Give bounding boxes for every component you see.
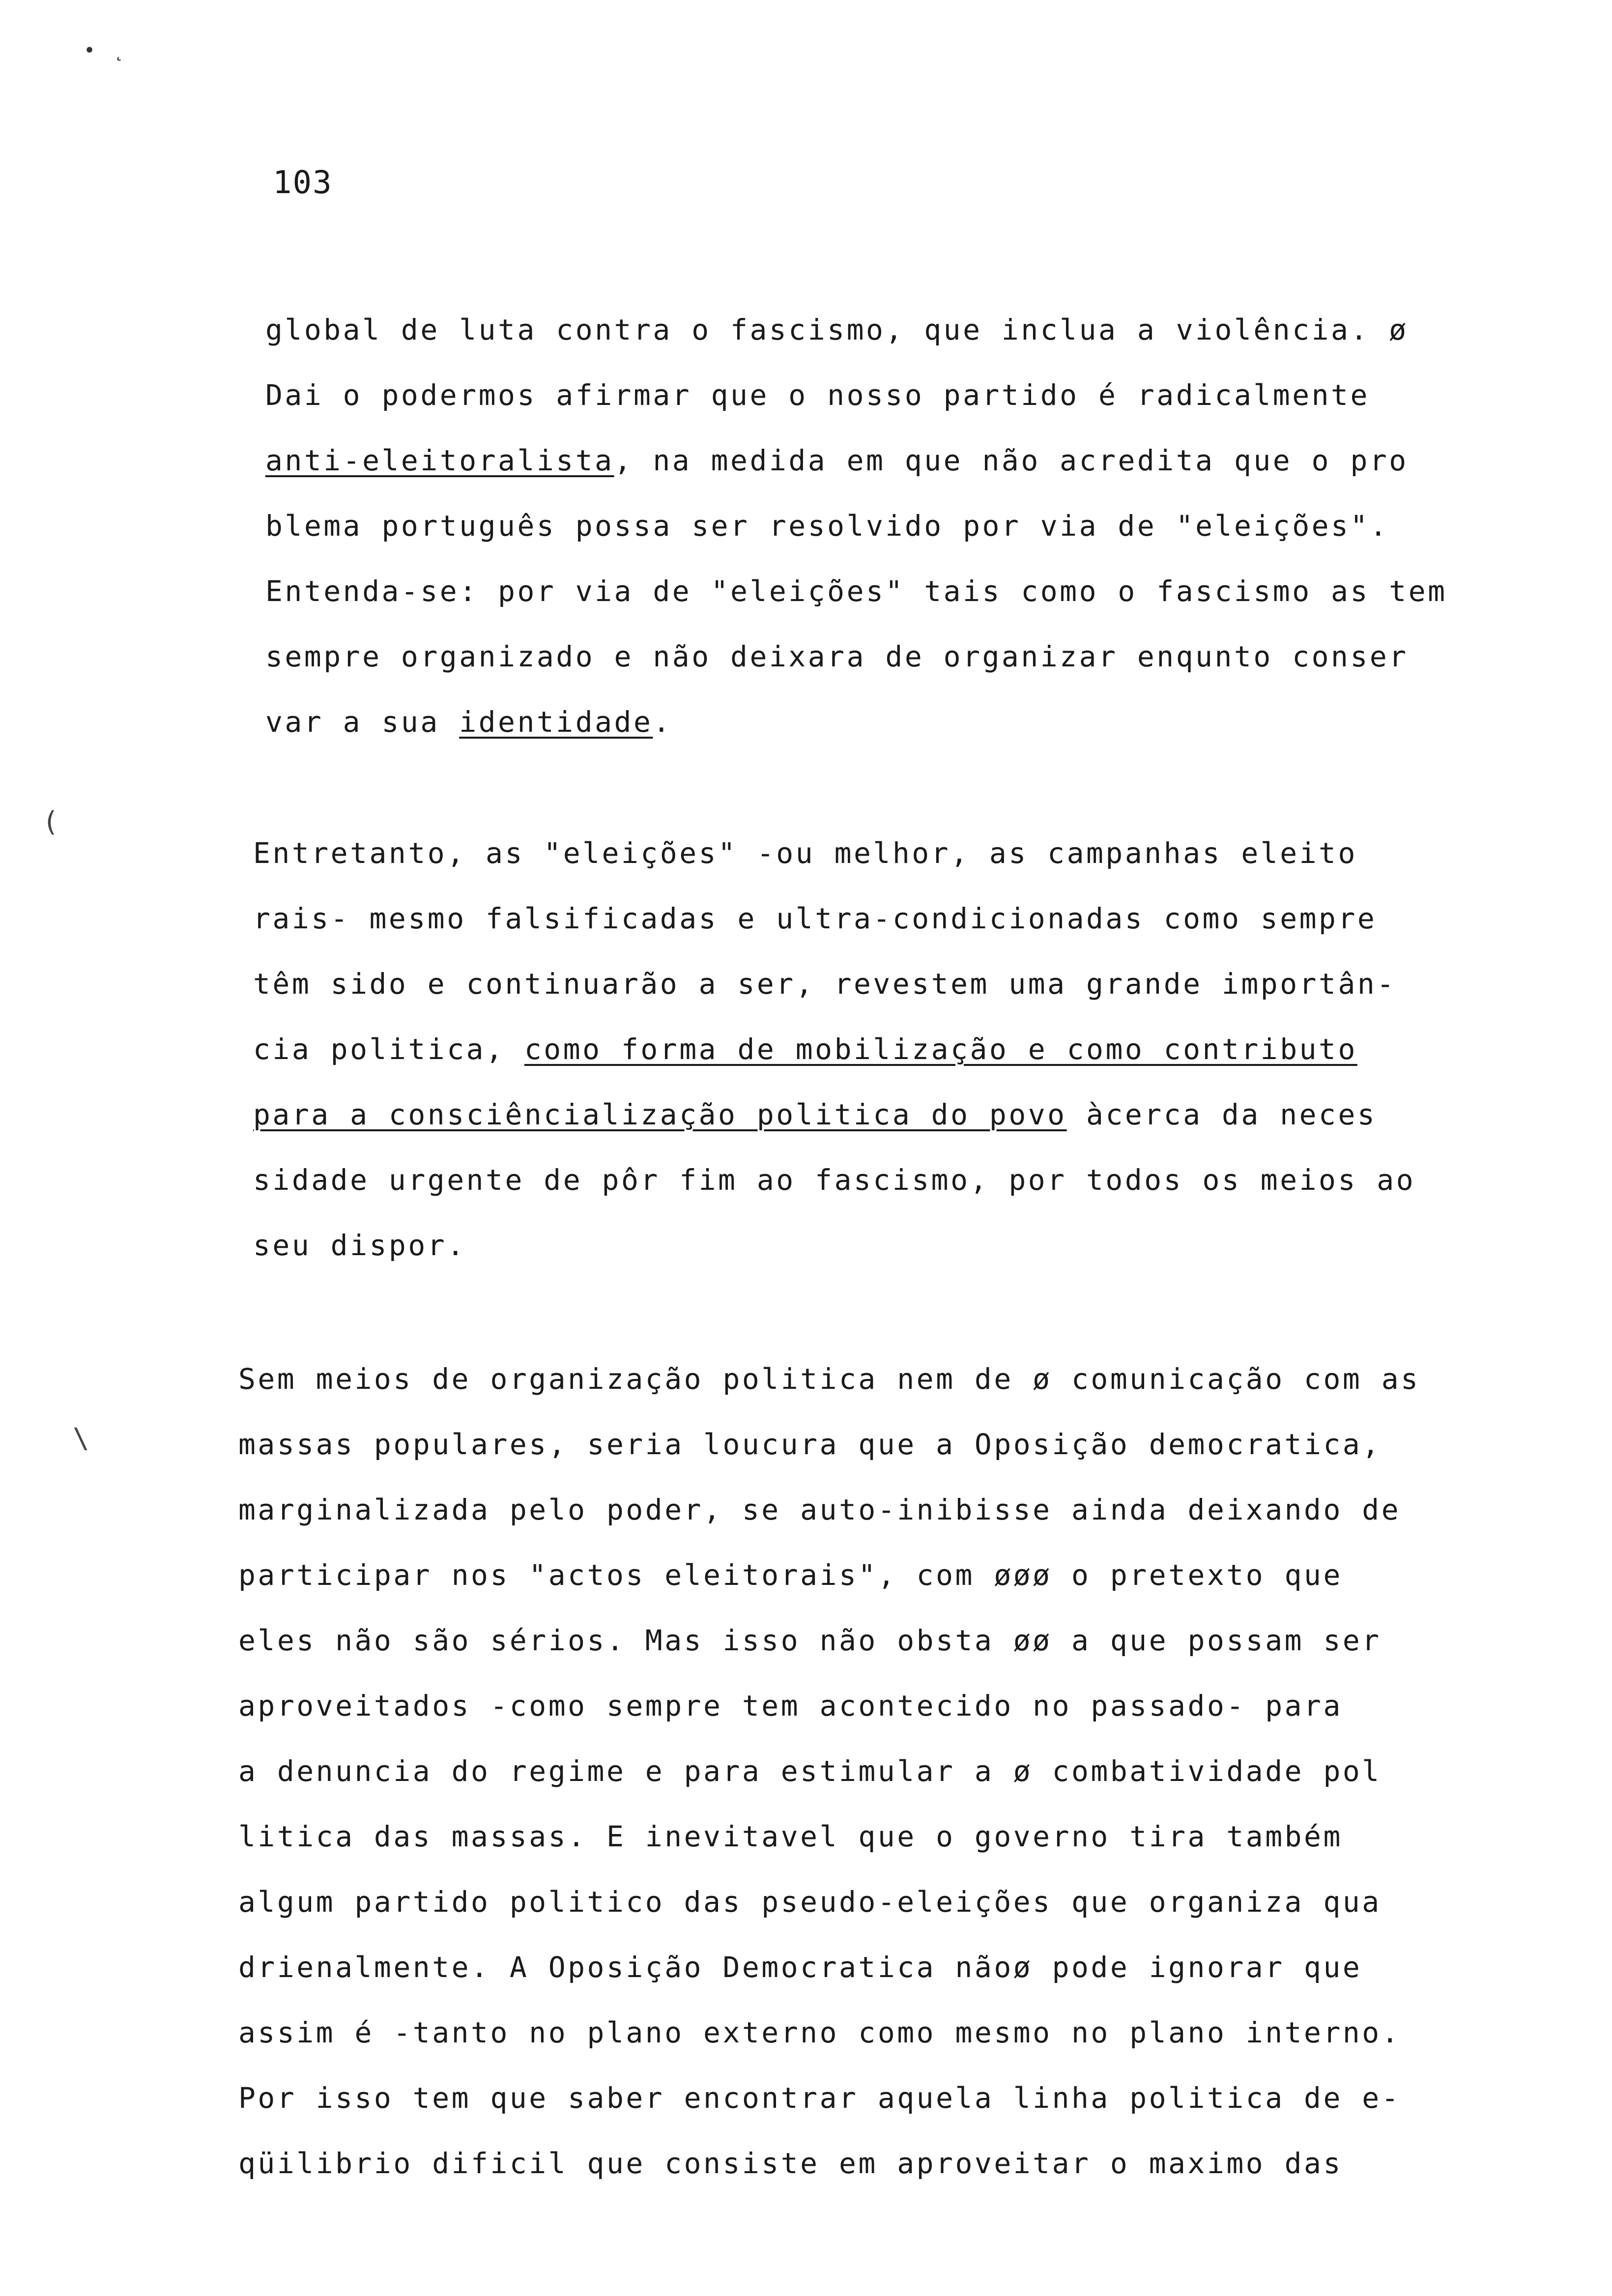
text-line [238,1347,1420,1412]
text-line [238,1673,1420,1739]
text-segment: var a sua [265,705,460,739]
text-segment: eles não são sérios. Mas isso não obsta øø a que possam ser [238,1624,1382,1657]
text-segment: , na medida em que não acredita que o pro [614,444,1409,477]
text-line [265,428,1447,493]
text-line [253,821,1415,886]
text-segment: massas populares, seria loucura que a Oposição democratica, [238,1428,1382,1461]
text-line [253,1017,1415,1082]
text-line [238,2131,1420,2196]
text-segment: têm sido e continuarão a ser, revestem uma grande importân- [253,967,1396,1001]
paragraph-2 [253,821,1415,1278]
underlined-text: anti-eleitoralista [265,444,614,477]
text-segment: algum partido politico das pseudo-eleições que organiza qua [238,1885,1382,1919]
text-line [238,1543,1420,1608]
text-line [265,624,1447,689]
text-segment: assim é -tanto no plano externo como mesmo no plano interno. [238,2016,1401,2049]
text-line [265,297,1447,363]
text-line [238,2066,1420,2131]
margin-mark-parenthesis: ( [42,806,59,838]
text-line [253,1082,1415,1148]
text-segment: litica das massas. E inevitavel que o governo tira também [238,1820,1343,1853]
text-segment: aproveitados -como sempre tem acontecido no passado- para [238,1689,1343,1722]
text-line [238,1608,1420,1673]
text-line [238,1935,1420,2000]
scan-speck: • ˛ [84,39,128,62]
text-segment: rais- mesmo falsificadas e ultra-condicionadas como sempre [253,902,1377,935]
text-segment: seu dispor. [253,1229,466,1262]
text-segment: Por isso tem que saber encontrar aquela linha politica de e- [238,2081,1401,2115]
text-line [238,2000,1420,2066]
text-line [238,1869,1420,1935]
text-line [253,1148,1415,1213]
text-segment: Dai o podermos afirmar que o nosso partido é radicalmente [265,378,1370,412]
text-segment: Entenda-se: por via de "eleições" tais como o fascismo as tem [265,574,1447,608]
text-segment: qüilibrio dificil que consiste em aproveitar o maximo das [238,2147,1343,2180]
text-line [265,689,1447,755]
text-line [253,1213,1415,1278]
text-segment: Sem meios de organização politica nem de ø comunicação com as [238,1362,1420,1396]
text-segment: sidade urgente de pôr fim ao fascismo, por todos os meios ao [253,1163,1416,1197]
text-line [238,1739,1420,1804]
text-segment: drienalmente. A Oposição Democratica nãoø pode ignorar que [238,1951,1362,1984]
text-segment: blema português possa ser resolvido por via de "eleições". [265,509,1389,543]
underlined-text: identidade [459,705,653,739]
text-line [253,886,1415,951]
underlined-text: como forma de mobilização e como contributo [524,1033,1357,1066]
text-segment: a denuncia do regime e para estimular a ø combatividade pol [238,1754,1382,1788]
text-line [265,363,1447,428]
text-segment: global de luta contra o fascismo, que inclua a violência. ø [265,313,1409,346]
text-line [238,1412,1420,1477]
text-line [238,1477,1420,1543]
text-segment: marginalizada pelo poder, se auto-inibisse ainda deixando de [238,1493,1401,1526]
text-line [265,559,1447,624]
page-number: 103 [273,165,333,201]
text-line [238,1804,1420,1869]
text-segment: . [653,705,672,739]
underlined-text: para a consciêncialização politica do povo [253,1098,1067,1131]
paragraph-1 [265,297,1447,755]
text-line [265,493,1447,559]
text-segment: participar nos "actos eleitorais", com øøø o pretexto que [238,1558,1343,1592]
text-line [253,951,1415,1017]
text-segment: àcerca da neces [1066,1098,1377,1131]
text-segment: Entretanto, as "eleições" -ou melhor, as campanhas eleito [253,836,1357,870]
margin-mark-slash: \ [73,1423,89,1455]
paragraph-3 [238,1347,1420,2196]
text-segment: cia politica, [253,1033,524,1066]
text-segment: sempre organizado e não deixara de organizar enqunto conser [265,640,1409,673]
